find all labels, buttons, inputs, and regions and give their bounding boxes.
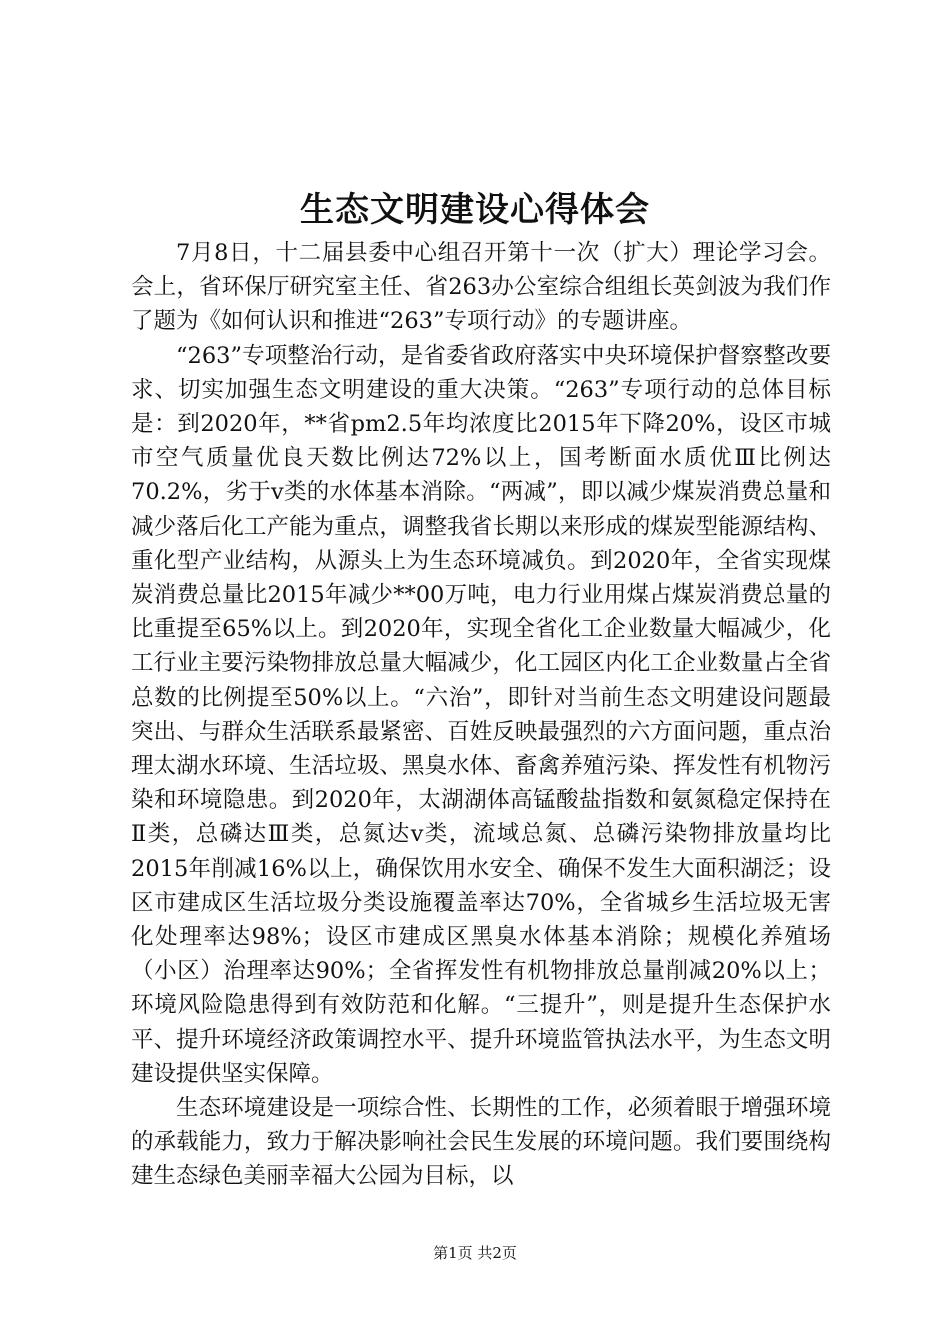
- paragraph-3: 生态环境建设是一项综合性、长期性的工作，必须着眼于增强环境的承载能力，致力于解决影响社会民生发展的环境问题。我们要围绕构建生态绿色美丽幸福大公园为目标，以: [131, 1095, 831, 1190]
- paragraph-2: “263”专项整治行动，是省委省政府落实中央环境保护督察整改要求、切实加强生态文明建设的重大决策。“263”专项行动的总体目标是：到2020年，**省pm2.5年均浓度比2015年下降20%，设区市城市空气质量优良天数比例达72%以上，国考断面水质优Ⅲ比例达70.2%，劣于v类的水体基本消除。“两减”，即以减少煤炭消费总量和减少落后化工产能为重点，调整我省长期以来形成的煤炭型能源结构、重化型产业结构，从源头上为生态环境减负。到2020年，全省实现煤炭消费总量比2015年减少**00万吨，电力行业用煤占煤炭消费总量的比重提至65%以上。到2020年，实现全省化工企业数量大幅减少，化工行业主要污染物排放总量大幅减少，化工园区内化工企业数量占全省总数的比例提至50%以上。“六治”，即针对当前生态文明建设问题最突出、与群众生活联系最紧密、百姓反映最强烈的六方面问题，重点治理太湖水环境、生活垃圾、黑臭水体、畜禽养殖污染、挥发性有机物污染和环境隐患。到2020年，太湖湖体高锰酸盐指数和氨氮稳定保持在Ⅱ类，总磷达Ⅲ类，总氮达v类，流域总氮、总磷污染物排放量均比2015年削减16%以上，确保饮用水安全、确保不发生大面积湖泛；设区市建成区生活垃圾分类设施覆盖率达70%，全省城乡生活垃圾无害化处理率达98%；设区市建成区黑臭水体基本消除；规模化养殖场（小区）治理率达90%；全省挥发性有机物排放总量削减20%以上；环境风险隐患得到有效防范和化解。“三提升”，则是提升生态保护水平、提升环境经济政策调控水平、提升环境监管执法水平，为生态文明建设提供坚实保障。: [131, 342, 831, 1087]
- document-title: 生态文明建设心得体会: [300, 190, 650, 230]
- document-body: [131, 236, 831, 1194]
- paragraph-1: 7月8日，十二届县委中心组召开第十一次（扩大）理论学习会。会上，省环保厅研究室主任、省263办公室综合组组长英剑波为我们作了题为《如何认识和推进“263”专项行动》的专题讲座。: [131, 240, 831, 335]
- page-footer: 第1页 共2页: [433, 1244, 517, 1262]
